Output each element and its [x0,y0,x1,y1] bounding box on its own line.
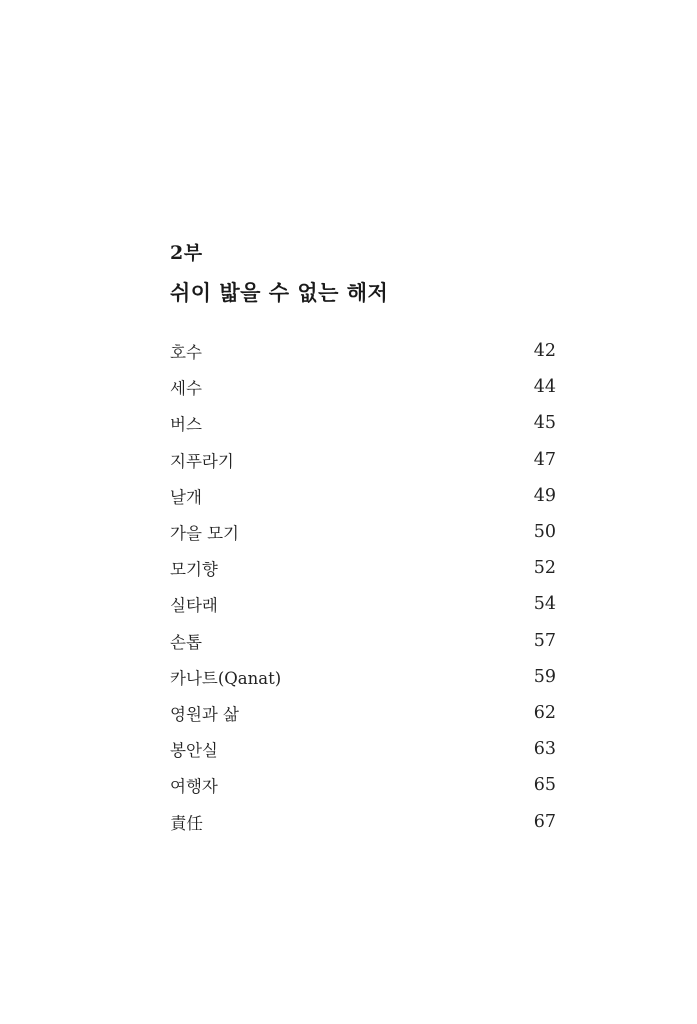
toc-entry-page: 59 [533,666,556,687]
toc-entry [170,442,556,478]
toc-entry-title: 영원과 삶 [170,704,240,724]
toc-entry [170,586,556,622]
toc-entry [170,478,556,514]
toc-entry [170,767,556,803]
toc-entry-page: 67 [533,811,556,832]
toc-entry [170,405,556,441]
toc-entry [170,623,556,659]
toc-entry-page: 57 [533,630,556,651]
toc-entry-page: 47 [533,449,556,470]
toc-entry [170,514,556,550]
toc-entry-title: 責任 [170,813,203,833]
toc-entry-title: 지푸라기 [170,451,234,471]
toc-entry-title: 카나트(Qanat) [170,668,282,688]
toc-entry-page: 63 [533,739,556,760]
toc-entry-title: 여행자 [170,777,218,797]
part-title: 쉬이 밟을 수 없는 해저 [170,280,389,305]
toc-entry [170,803,556,839]
toc-entry-title: 손톱 [170,632,202,652]
toc-entry-page: 49 [533,485,556,506]
toc-entry-page: 45 [533,413,556,434]
toc-entry [170,695,556,731]
part-label: 2부 [170,242,203,264]
toc-entry-page: 54 [533,594,556,615]
toc-entry-page: 62 [533,702,556,723]
table-of-contents [170,333,556,840]
toc-entry-title: 봉안실 [170,741,218,761]
toc-entry-title: 버스 [170,415,202,435]
toc-entry-title: 실타래 [170,596,218,616]
toc-entry-page: 44 [533,377,556,398]
toc-entry-title: 세수 [170,379,202,399]
toc-entry-page: 42 [533,341,556,362]
toc-entry-title: 날개 [170,487,202,507]
toc-entry [170,550,556,586]
toc-entry [170,659,556,695]
toc-entry-page: 52 [533,558,556,579]
toc-entry-title: 모기향 [170,560,218,580]
toc-entry-title: 호수 [170,343,202,363]
toc-entry-page: 65 [533,775,556,796]
toc-entry [170,333,556,369]
toc-entry [170,369,556,405]
toc-entry [170,731,556,767]
toc-entry-title: 가을 모기 [170,524,240,544]
toc-entry-page: 50 [533,522,556,543]
